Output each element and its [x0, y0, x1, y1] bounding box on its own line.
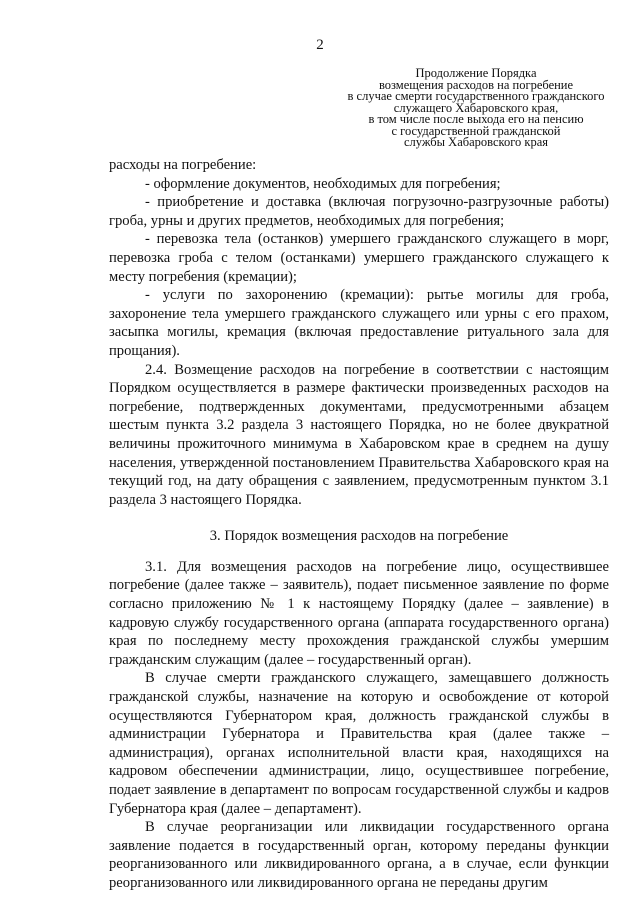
header-line: Продолжение Порядка	[415, 66, 537, 80]
page-number: 2	[316, 37, 324, 53]
document-header	[328, 68, 624, 149]
paragraph: расходы на погребение:	[109, 157, 257, 173]
paragraph: 2.4. Возмещение расходов на погребение в соответствии с настоящим Порядком осуществляется в размере фактически произведенных расходов на погребение, подтвержденных документами, предусмотренными абзацем шестым пункта 3.2 раздела 3 настоящего Порядка, но не более двукратной величины прожиточного минимума в Хабаровском крае в среднем на душу населения, утвержденной постановлением Правительства Хабаровского края на текущий год, на дату обращения с заявлением, предусмотренным пунктом 3.1 раздела 3 настоящего Порядка.	[109, 361, 609, 508]
document-body	[109, 156, 609, 893]
header-line: в случае смерти государственного гражданского	[347, 89, 605, 103]
list-item: - услуги по захоронению (кремации): рытье могилы для гроба, захоронение тела умершего гражданского служащего или урны с его прахом, засыпка могилы, кремация (включая предоставление ритуального зала для прощания).	[109, 287, 609, 359]
paragraph: 3.1. Для возмещения расходов на погребение лицо, осуществившее погребение (далее также – заявитель), подает письменное заявление по форме согласно приложению № 1 к настоящему Порядку (далее – заявление) в кадровую службу государственного органа (аппарата государственного органа) края по последнему месту прохождения гражданской службы умершим гражданским служащим (далее – государственный орган).	[109, 558, 609, 668]
list-item: - перевозка тела (останков) умершего гражданского служащего в морг, перевозка гроба с телом (останками) умершего гражданского служащего к месту погребения (кремации);	[109, 231, 609, 285]
list-item: - приобретение и доставка (включая погрузочно-разгрузочные работы) гроба, урны и других предметов, необходимых для погребения;	[109, 194, 609, 229]
header-line: с государственной гражданской	[391, 123, 561, 138]
header-line: в том числе после выхода его на пенсию	[368, 112, 584, 126]
list-item: - оформление документов, необходимых для погребения;	[145, 175, 501, 192]
paragraph: В случае смерти гражданского служащего, замещавшего должность гражданской службы, назначение на которую и освобождение от которой осуществляются Губернатором края, должность гражданской службы в администрации Губернатора и Правительства края (далее также – администрация), органах исполнительной власти края, находящихся на кадровом обеспечении администрации, лицо, осуществившее погребение, подает заявление в департамент по вопросам государственной службы и кадров Губернатора края (далее – департамент).	[109, 670, 609, 817]
header-line: возмещения расходов на погребение	[378, 77, 574, 92]
header-line: службы Хабаровского края	[403, 135, 549, 149]
header-line: служащего Хабаровского края,	[393, 100, 559, 115]
paragraph: В случае реорганизации или ликвидации государственного органа заявление подается в государственный орган, которому переданы функции реорганизованного или ликвидированного органа, а в случае, если функции реорганизованного или ликвидированного органа не переданы другим	[109, 819, 609, 891]
section-title: 3. Порядок возмещения расходов на погребение	[209, 528, 509, 545]
